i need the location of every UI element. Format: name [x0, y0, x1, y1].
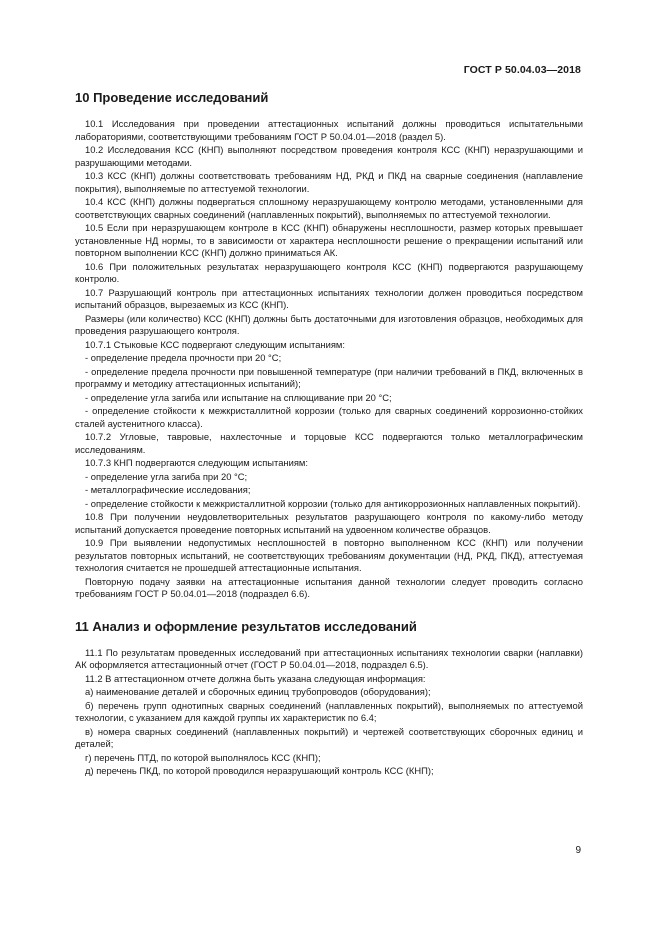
paragraph: Повторную подачу заявки на аттестационные испытания данной технологии следует проводить согласно требованиям ГОСТ Р 50.04.01—2018 (подраздел 6.6).	[75, 575, 583, 599]
paragraph: Размеры (или количество) КСС (КНП) должны быть достаточными для изготовления образцов, необходимых для проведения разрушающего контроля.	[75, 312, 583, 336]
paragraph: 11.2 В аттестационном отчете должна быть указана следующая информация:	[85, 672, 426, 684]
document-code-header: ГОСТ Р 50.04.03—2018	[463, 64, 581, 76]
section-11-body	[75, 647, 583, 778]
paragraph: а) наименование деталей и сборочных единиц трубопроводов (оборудования);	[85, 686, 431, 697]
paragraph: 10.3 КСС (КНП) должны соответствовать требованиям НД, РКД и ПКД на сварные соединения (наплавление покрытия), выполняемые по аттестуемой технологии.	[75, 170, 583, 194]
paragraph: 10.8 При получении неудовлетворительных результатов разрушающего контроля по какому-либо методу испытаний допускается проведение повторных испытаний на удвоенном количестве образцов.	[75, 511, 583, 535]
paragraph: 10.5 Если при неразрушающем контроле в КСС (КНП) обнаружены несплошности, размер которых превышает установленные НД нормы, то в зависимости от характера несплошности решение о прекращении испытаний или повторном выполнении КСС (КНП) должно приниматься АК.	[75, 222, 583, 258]
paragraph: б) перечень групп однотипных сварных соединений (наплавленных покрытий), выполняемых по аттестуемой технологии, с указанием для каждой группы их характеристик по 6.4;	[75, 699, 583, 723]
paragraph: 10.7.3 КНП подвергаются следующим испытаниям:	[85, 457, 308, 468]
paragraph: в) номера сварных соединений (наплавленных покрытий) и чертежей соответствующих сборочных единиц и деталей;	[75, 725, 583, 749]
paragraph: 10.2 Исследования КСС (КНП) выполняют посредством проведения контроля КСС (КНП) неразрушающими и разрушающими методами.	[75, 144, 583, 168]
paragraph: д) перечень ПКД, по которой проводился неразрушающий контроль КСС (КНП);	[85, 765, 434, 776]
paragraph: - определение угла загиба или испытание на сплющивание при 20 °С;	[85, 391, 392, 403]
paragraph: 10.7 Разрушающий контроль при аттестационных испытаниях технологии должен проводиться посредством испытаний образцов, вырезаемых из КСС (КНП).	[75, 286, 583, 310]
page-content	[75, 90, 583, 779]
paragraph: - определение предела прочности при повышенной температуре (при наличии требований в ПКД, включенных в программу и методику аттестационных испытаний);	[75, 365, 583, 389]
paragraph: - определение стойкости к межкристаллитной коррозии (только для сварных соединений коррозионно-стойких сталей аустенитного класса).	[75, 405, 583, 429]
section-10-body	[75, 118, 583, 601]
paragraph: 10.1 Исследования при проведении аттестационных испытаний должны проводиться испытательными лабораториями, соответствующими требованиям ГОСТ Р 50.04.01—2018 (раздел 5).	[75, 118, 583, 142]
paragraph: - металлографические исследования;	[85, 484, 251, 495]
paragraph: 10.9 При выявлении недопустимых несплошностей в повторно выполненном КСС (КНП) или получении результатов повторных испытаний, не соответствующих требованиям документации (НД, РКД, ПКД), аттестуемая технология считается не прошедшей аттестационные испытания.	[75, 537, 583, 573]
paragraph: г) перечень ПТД, по которой выполнялось КСС (КНП);	[85, 751, 321, 763]
section-11-title: 11 Анализ и оформление результатов исследований	[75, 618, 417, 634]
paragraph: 10.4 КСС (КНП) должны подвергаться сплошному неразрушающему контролю методами, установленными для соответствующих сварных соединений (наплавленных покрытий), выполняемых по аттестуемой технологии.	[75, 196, 583, 220]
paragraph: - определение стойкости к межкристаллитной коррозии (только для антикоррозионных наплавленных покрытий).	[85, 497, 581, 509]
paragraph: 10.7.1 Стыковые КСС подвергают следующим испытаниям:	[85, 338, 345, 350]
paragraph: 11.1 По результатам проведенных исследований при аттестационных испытаниях технологии сварки (наплавки) АК оформляется аттестационный отчет (ГОСТ Р 50.04.01—2018, подраздел 6.5).	[75, 646, 583, 670]
paragraph: 10.7.2 Угловые, тавровые, нахлесточные и торцовые КСС подвергаются только металлографическим исследованиям.	[75, 431, 583, 455]
paragraph: 10.6 При положительных результатах неразрушающего контроля КСС (КНП) подвергаются разрушающему контролю.	[75, 260, 583, 284]
section-10-title: 10 Проведение исследований	[75, 90, 269, 105]
paragraph: - определение предела прочности при 20 °С;	[85, 352, 282, 363]
page-number: 9	[575, 845, 581, 856]
paragraph: - определение угла загиба при 20 °С;	[85, 470, 248, 482]
